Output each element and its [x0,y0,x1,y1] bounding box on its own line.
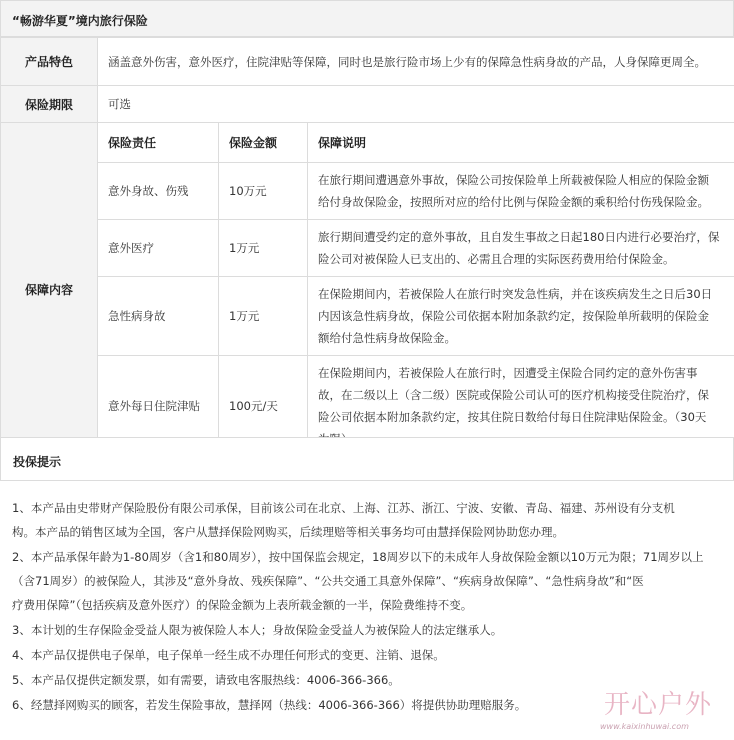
desc-line: 旅行期间遭受约定的意外事故，且自发生事故之日起180日内进行必要治疗，保 [318,230,720,244]
spec-table [0,37,734,457]
desc-line: 给付身故保险金，按照所对应的给付比例与保险金额的乘积给付伤残保险金。 [318,195,709,209]
coverage-amount: 1万元 [219,277,308,356]
coverage-item: 意外医疗 [98,220,219,277]
desc-line: 额给付急性病身故保险金。 [318,331,456,345]
coverage-desc [308,277,734,356]
tip-line: 2、本产品承保年龄为1-80周岁（含1和80周岁），按中国保监会规定，18周岁以下的未成年人身故保险金额以10万元为限；71周岁以上 [12,550,704,564]
coverage-item: 急性病身故 [98,277,219,356]
desc-line: 在保险期间内，若被保险人在旅行时突发急性病，并在该疾病发生之日后30日 [318,287,713,301]
period-text: 可选 [98,86,734,123]
coverage-desc [308,220,734,277]
features-row [1,38,734,86]
features-label: 产品特色 [1,38,98,86]
coverage-amount: 1万元 [219,220,308,277]
tip-line: 4、本产品仅提供电子保单，电子保单一经生成不办理任何形式的变更、注销、退保。 [12,648,445,662]
features-text: 涵盖意外伤害，意外医疗，住院津贴等保障，同时也是旅行险市场上少有的保障急性病身故的产品，人身保障更周全。 [98,38,734,86]
table-row [1,277,734,356]
watermark-url: www.kaixinhuwai.com [600,722,689,731]
table-row [1,163,734,220]
tip-item [12,643,724,667]
desc-line: 故，在二级以上（含二级）医院或保险公司认可的医疗机构接受住院治疗，保 [318,388,709,402]
title-bar [0,0,734,37]
tip-item [12,618,724,642]
tip-line: （含71周岁）的被保险人，其涉及“意外身故、残疾保障”、“公共交通工具意外保障”、“疾病身故保障”、“急性病身故”和“医 [12,574,644,588]
coverage-item: 意外每日住院津贴 [98,356,219,457]
tip-item [12,545,724,617]
watermark-logo [598,684,734,740]
coverage-header-row [1,123,734,163]
coverage-amount: 10万元 [219,163,308,220]
desc-line: 险公司对被保险人已支出的、必需且合理的实际医药费用给付保险金。 [318,252,675,266]
tip-line: 构。本产品的销售区域为全国，客户从慧择保险网购买，后续理赔等相关事务均可由慧择保险网协助您办理。 [12,525,564,539]
tips-header [0,437,734,481]
tip-line: 1、本产品由史带财产保险股份有限公司承保，目前该公司在北京、上海、江苏、浙江、宁波、安徽、青岛、福建、苏州设有分支机 [12,501,675,515]
tip-line: 疗费用保障”（包括疾病及意外医疗）的保险金额为上表所载金额的一半，保险费维持不变。 [12,598,473,612]
coverage-desc [308,163,734,220]
tip-line: 3、本计划的生存保险金受益人限为被保险人本人；身故保险金受益人为被保险人的法定继承人。 [12,623,503,637]
tip-line: 6、经慧择网购买的顾客，若发生保险事故，慧择网（热线：4006-366-366）将提供协助理赔服务。 [12,698,527,712]
desc-line: 内因该急性病身故，保险公司依据本附加条款约定，按保险单所载明的保险金 [318,309,709,323]
tip-item [12,496,724,544]
period-row [1,86,734,123]
table-row [1,220,734,277]
col-header-amount: 保险金额 [219,123,308,163]
content-label: 保障内容 [1,123,98,457]
page-title: “畅游华夏”境内旅行保险 [12,14,148,28]
tips-title: 投保提示 [13,455,62,469]
desc-line: 险公司依据本附加条款约定，按其住院日数给付每日住院津贴保险金。（30天 [318,410,707,424]
col-header-desc: 保障说明 [308,123,734,163]
desc-line: 在旅行期间遭遇意外事故，保险公司按保险单上所载被保险人相应的保险金额 [318,173,709,187]
tip-line: 5、本产品仅提供定额发票，如有需要，请致电客服热线：4006-366-366。 [12,673,400,687]
coverage-item: 意外身故、伤残 [98,163,219,220]
watermark-text: 开心户外 [604,690,713,720]
col-header-item: 保险责任 [98,123,219,163]
period-label: 保险期限 [1,86,98,123]
coverage-amount: 100元/天 [219,356,308,457]
desc-line: 在保险期间内，若被保险人在旅行时，因遭受主保险合同约定的意外伤害事 [318,366,698,380]
